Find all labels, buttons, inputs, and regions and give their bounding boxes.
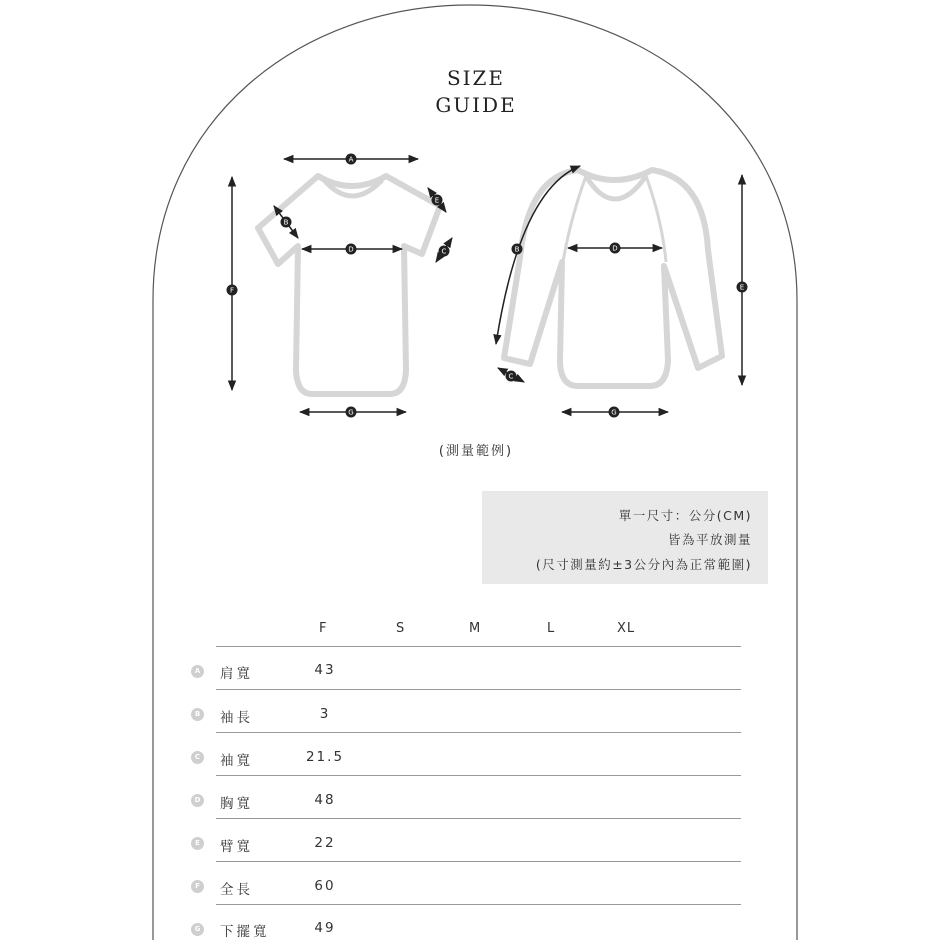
table-divider <box>216 646 741 647</box>
unit-note-line: (尺寸測量約±3公分內為正常範圍) <box>535 557 752 572</box>
column-header-xl: XL <box>617 621 636 636</box>
row-badge: A <box>191 665 204 678</box>
row-value-f: 22 <box>314 835 336 851</box>
column-header-f: F <box>319 621 328 636</box>
measurement-example-caption: (測量範例) <box>438 444 514 459</box>
row-value-f: 60 <box>314 878 336 894</box>
row-value-f: 43 <box>314 662 336 678</box>
row-label: 袖寬 <box>220 753 253 769</box>
unit-note-line: 皆為平放測量 <box>667 532 752 547</box>
marker-letter: B <box>514 245 520 254</box>
row-badge: G <box>191 923 204 936</box>
row-value-f: 21.5 <box>305 749 345 765</box>
marker-letter: D <box>612 244 618 253</box>
table-divider <box>216 818 741 819</box>
marker-letter: E <box>739 283 745 292</box>
unit-note-line: 單一尺寸：公分(CM) <box>618 508 752 523</box>
row-label: 下擺寬 <box>220 924 270 940</box>
longsleeve-outline <box>504 170 722 386</box>
row-label: 全長 <box>220 882 253 898</box>
row-badge: C <box>191 751 204 764</box>
row-badge: B <box>191 708 204 721</box>
unit-note-box <box>482 491 768 584</box>
marker-letter: F <box>229 286 235 295</box>
row-value-f: 48 <box>314 792 336 808</box>
row-value-f: 49 <box>314 920 336 936</box>
marker-letter: A <box>348 155 354 164</box>
row-label: 肩寬 <box>220 666 253 682</box>
marker-letter: D <box>348 245 354 254</box>
row-label: 胸寬 <box>220 796 253 812</box>
marker-letter: G <box>611 408 617 417</box>
table-divider <box>216 904 741 905</box>
marker-letter: G <box>348 408 354 417</box>
title-line-1: SIZE <box>446 66 506 90</box>
row-label: 袖長 <box>220 710 253 726</box>
table-divider <box>216 775 741 776</box>
column-header-l: L <box>547 621 556 636</box>
row-badge: D <box>191 794 204 807</box>
column-header-s: S <box>396 621 406 636</box>
marker-letter: B <box>283 218 289 227</box>
table-divider <box>216 732 741 733</box>
column-header-m: M <box>469 621 482 636</box>
row-badge: F <box>191 880 204 893</box>
table-divider <box>216 861 741 862</box>
title-line-2: GUIDE <box>435 93 517 117</box>
marker-letter: C <box>508 372 514 381</box>
marker-letter: C <box>441 247 447 256</box>
row-label: 臂寬 <box>220 839 253 855</box>
table-divider <box>216 689 741 690</box>
row-value-f: 3 <box>319 706 331 722</box>
tshirt-outline <box>258 176 440 394</box>
row-badge: E <box>191 837 204 850</box>
marker-letter: E <box>434 196 440 205</box>
